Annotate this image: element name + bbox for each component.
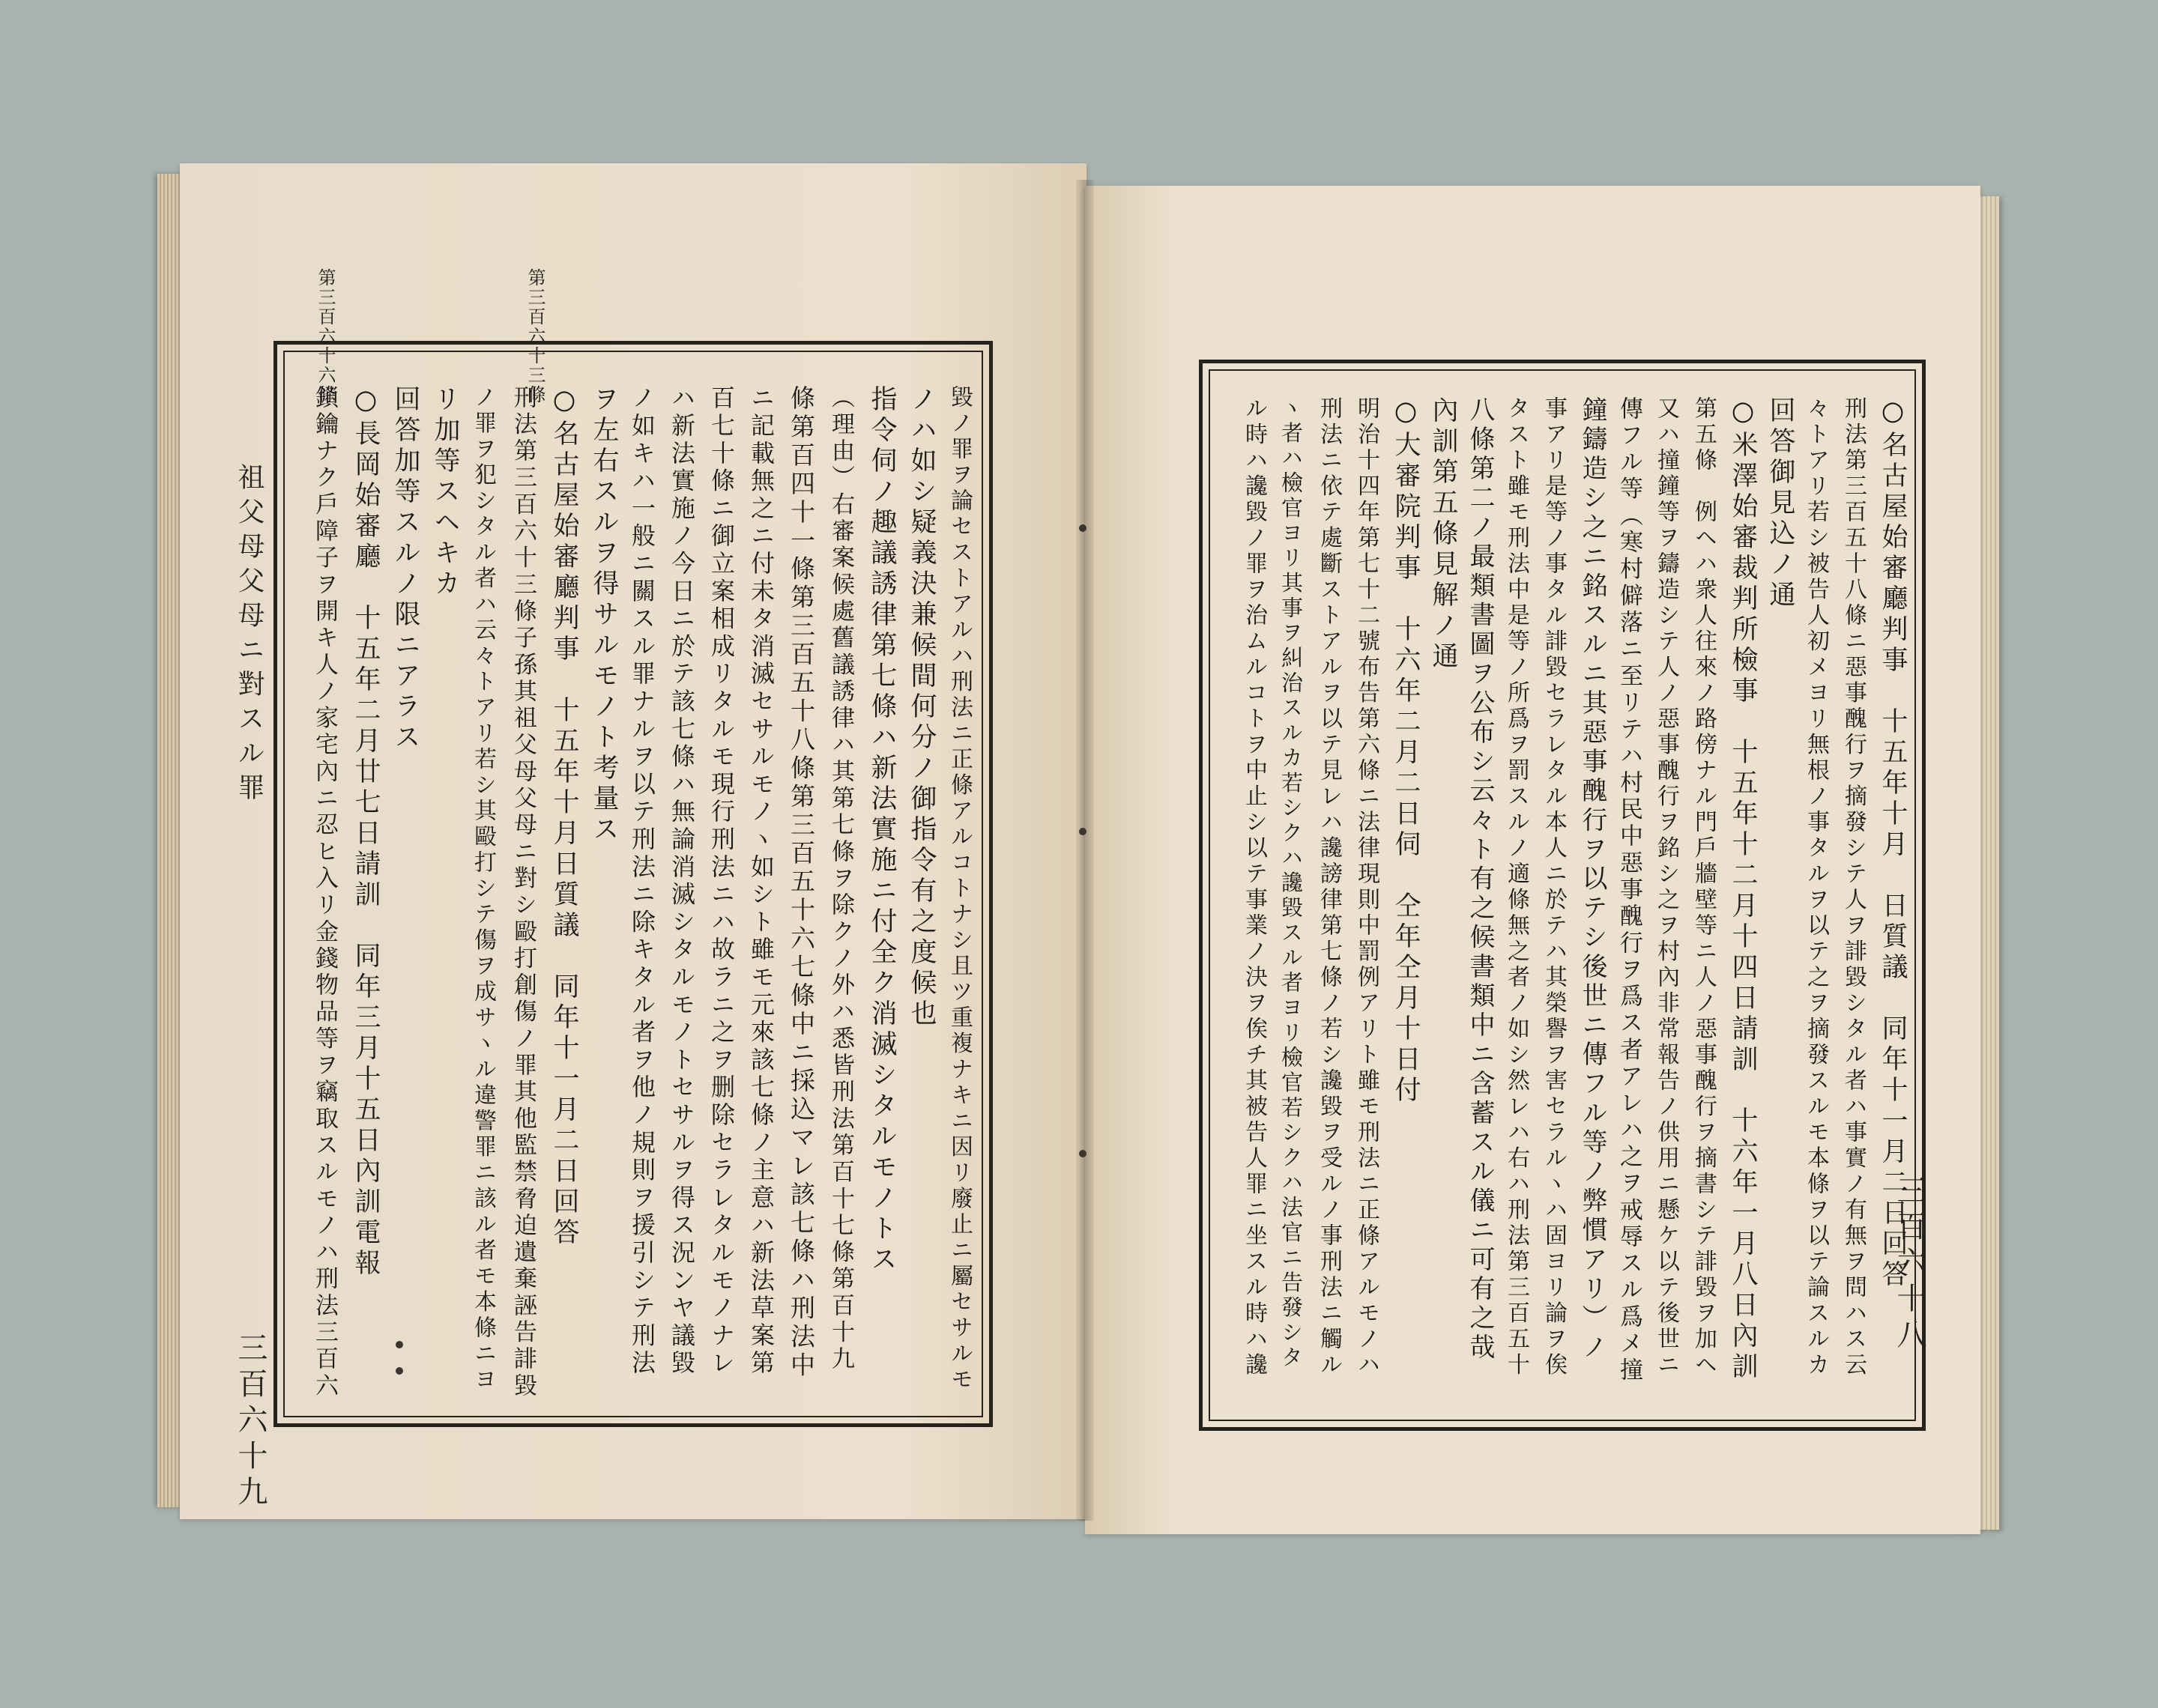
text-column: 第五條 例ヘハ衆人往來ノ路傍ナル門戶牆壁等ニ人ノ惡事醜行ヲ摘書シテ誹毀ヲ加ヘ: [1690, 396, 1717, 1378]
text-column: 々トアリ若シ被告人初メヨリ無根ノ事タルヲ以テ之ヲ摘發スルモ本條ヲ以テ論スルカ: [1803, 396, 1829, 1378]
text-column: ル時ハ讒毀ノ罪ヲ治ムルコトヲ中止シ以テ事業ノ決ヲ俟チ其被告人罪ニ坐スル時ハ讒: [1241, 396, 1267, 1378]
text-column: 刑法ニ依テ處斷ストアルヲ以テ見レハ讒謗律第七條ノ若シ讒毀ヲ受ルノ事刑法ニ觸ル: [1316, 396, 1342, 1378]
show-through-text: [1520, 268, 1538, 288]
text-column: ○名古屋始審廳判事 十五年十月 日質議 同年十一月二日回答: [1878, 396, 1908, 1291]
text-column: ノハ如シ疑義決兼候間何分ノ御指令有之度候也: [907, 385, 937, 1030]
text-column: 明治十四年第七十二號布告第六條ニ法律現則中罰例アリト雖モ刑法ニ正條アルモノハ: [1353, 396, 1379, 1378]
right-page-number: 三百六十八: [1892, 1175, 1926, 1354]
text-column: 刑法第三百五十八條ニ惡事醜行ヲ摘發シテ人ヲ誹毀シタル者ハ事實ノ有無ヲ問ハス云: [1840, 396, 1867, 1378]
text-column: ニ記載無之ニ付未タ消滅セサルモノヽ如シト雖モ元來該七條ノ主意ハ新法草案第: [747, 385, 776, 1378]
text-column: ○長岡始審廳 十五年二月廿七日請訓 同年三月十五日內訓電報: [351, 385, 381, 1280]
text-column: 鎖鑰ナク戶障子ヲ開キ人ノ家宅內ニ忍ヒ入リ金錢物品等ヲ竊取スルモノハ刑法三百六: [311, 385, 338, 1400]
running-head: 祖父母父母ニ對スル罪: [234, 463, 265, 808]
text-column: 指令伺ノ趣議誘律第七條ハ新法實施ニ付全ク消滅シタルモノトス: [867, 385, 897, 1276]
text-column: ヲ左右スルヲ得サルモノト考量ス: [589, 385, 619, 846]
binding-stitch: [1079, 1150, 1086, 1157]
text-column: リ加等スヘキカ: [430, 385, 460, 600]
text-column: 條第百四十一條第三百五十八條第三百五十六七條中ニ採込マレ該七條ハ刑法中: [787, 385, 816, 1381]
text-column: 百七十條ニ御立案相成リタルモ現行刑法ニハ故ラニ之ヲ删除セラレタルモノナレ: [707, 385, 736, 1378]
right-text-frame: [1199, 360, 1926, 1431]
text-column: ○名古屋始審廳判事 十五年十月日質議 同年十一月二日回答: [549, 385, 579, 1249]
text-column: タスト雖モ刑法中是等ノ所爲ヲ罰スルノ適條無之者ノ如シ然レハ右ハ刑法第三百五十: [1503, 396, 1529, 1378]
text-column: 鐘鑄造シ之ニ銘スルニ其惡事醜行ヲ以テシ後世ニ傳フル等ノ弊慣アリ）ノ: [1577, 396, 1607, 1363]
text-column: ○米澤始審裁判所檢事 十五年十二月十四日請訓 十六年一月八日內訓: [1728, 396, 1758, 1383]
text-column: 事アリ是等ノ事タル誹毀セラレタル本人ニ於テハ其榮譽ヲ害セラルヽハ固ヨリ論ヲ俟: [1541, 396, 1567, 1378]
text-column: ノ如キハ一般ニ關スル罪ナルヲ以テ刑法ニ除キタル者ヲ他ノ規則ヲ援引シテ刑法: [628, 385, 656, 1378]
text-column: 八條第二ノ最類書圖ヲ公布シ云々ト有之候書類中ニ含蓄スル儀ニ可有之哉: [1465, 396, 1495, 1363]
binding-stitch: [1079, 828, 1086, 835]
text-column: 又ハ撞鐘等ヲ鑄造シテ人ノ惡事醜行ヲ銘シ之ヲ村內非常報告ノ供用ニ懸ケ以テ後世ニ: [1653, 396, 1679, 1378]
text-column: 內訓第五條見解ノ通: [1428, 396, 1458, 673]
text-column: （理由）右審案候處舊議誘律ハ其第七條ヲ除クノ外ハ悉皆刑法第百十七條第百十九: [827, 385, 854, 1374]
binding-stitch: [1079, 524, 1086, 532]
book-gutter: [1076, 180, 1094, 1521]
margin-note: 第三百六十六條: [315, 268, 336, 405]
left-page-number: 三百六十九: [233, 1332, 268, 1512]
text-column: 傳フル等（寒村僻落ニ至リテハ村民中惡事醜行ヲ爲ス者アレハ之ヲ戒辱スル爲メ撞: [1616, 396, 1642, 1385]
text-column: ノ罪ヲ犯シタル者ハ云々トアリ若シ其毆打シテ傷ヲ成サヽル違警罪ニ該ル者モ本條ニヨ: [470, 385, 496, 1393]
left-text-frame: [273, 341, 993, 1427]
text-column: 回答御見込ノ通: [1765, 396, 1795, 611]
text-column: 毀ノ罪ヲ論セストアルハ刑法ニ正條アルコトナシ且ツ重複ナキニ因リ廢止ニ屬セサルモ: [946, 385, 973, 1393]
text-column: ハ新法實施ノ今日ニ於テ該七條ハ無論消滅シタルモノトセサルヲ得ス況ンヤ議毀: [668, 385, 696, 1378]
text-column: 刑法第三百六十三條子孫其祖父母父母ニ對シ毆打創傷ノ罪其他監禁脅迫遺棄誣告誹毀: [510, 385, 537, 1400]
text-column: ○大審院判事 十六年二月二日伺 仝年仝月十日付: [1391, 396, 1421, 1106]
text-column: 回答加等スルノ限ニアラス: [390, 385, 420, 754]
text-column: ヽ者ハ檢官ヨリ其事ヲ糾治スルカ若シクハ讒毀スル者ヨリ檢官若シクハ法官ニ告發シタ: [1278, 396, 1304, 1371]
margin-note: 第三百六十三條: [525, 268, 545, 405]
